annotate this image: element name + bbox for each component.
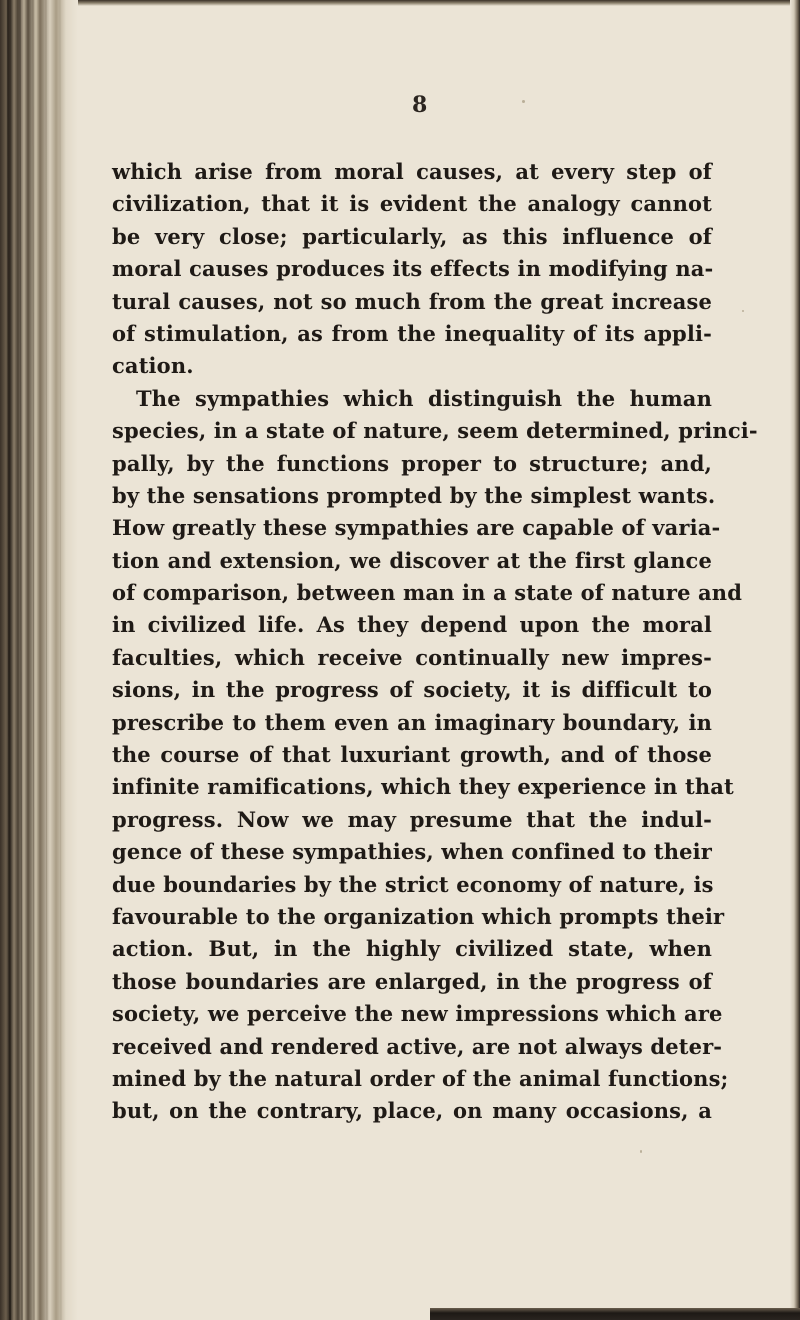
text-line: action. But, in the highly civilized state, when [112, 936, 712, 962]
binding-shadow-lines [0, 0, 78, 1320]
text-line: favourable to the organization which prompts their [112, 903, 725, 929]
text-line: by the sensations prompted by the simplest wants. [112, 482, 716, 508]
page-bottom-shadow [430, 1308, 800, 1320]
text-line: those boundaries are enlarged, in the progress of [112, 968, 712, 994]
body-text [112, 156, 758, 1128]
paragraph-first-line: The sympathies which distinguish the human [136, 385, 712, 411]
text-line: be very close; particularly, as this influence of [112, 223, 712, 249]
text-line: pally, by the functions proper to structure; and, [112, 450, 712, 476]
page-top-edge [0, 0, 800, 6]
text-line: sions, in the progress of society, it is difficult to [112, 677, 712, 703]
text-line: due boundaries by the strict economy of nature, is [112, 871, 714, 897]
paper-speck [640, 1150, 642, 1153]
text-line: cation. [112, 353, 194, 379]
paper-speck [742, 310, 744, 312]
text-line: in civilized life. As they depend upon the moral [112, 612, 712, 638]
page-number: 8 [412, 92, 428, 118]
page-right-edge [790, 0, 800, 1320]
text-line: mined by the natural order of the animal functions; [112, 1065, 729, 1091]
text-line: prescribe to them even an imaginary boundary, in [112, 709, 712, 735]
text-line: received and rendered active, are not always deter- [112, 1033, 723, 1059]
text-line: civilization, that it is evident the analogy cannot [112, 191, 712, 217]
text-line: of comparison, between man in a state of nature and [112, 580, 743, 606]
text-line: which arise from moral causes, at every step of [112, 159, 712, 184]
text-line: but, on the contrary, place, on many occasions, a [112, 1098, 712, 1124]
text-line: How greatly these sympathies are capable of varia- [112, 515, 721, 541]
text-line: of stimulation, as from the inequality of its appli- [112, 320, 712, 346]
text-line: faculties, which receive continually new impres- [112, 644, 712, 670]
text-line: species, in a state of nature, seem determined, princi- [112, 418, 758, 444]
text-line: tion and extension, we discover at the first glance [112, 547, 712, 573]
text-line: gence of these sympathies, when confined to their [112, 839, 712, 865]
text-line: society, we perceive the new impressions which are [112, 1001, 723, 1027]
text-line: moral causes produces its effects in modifying na- [112, 256, 714, 282]
text-line: infinite ramifications, which they experience in that [112, 774, 734, 800]
text-line: progress. Now we may presume that the indul- [112, 806, 712, 832]
text-line: the course of that luxuriant growth, and of those [112, 742, 712, 768]
paper-speck [522, 100, 525, 103]
text-line: tural causes, not so much from the great increase [112, 288, 712, 314]
